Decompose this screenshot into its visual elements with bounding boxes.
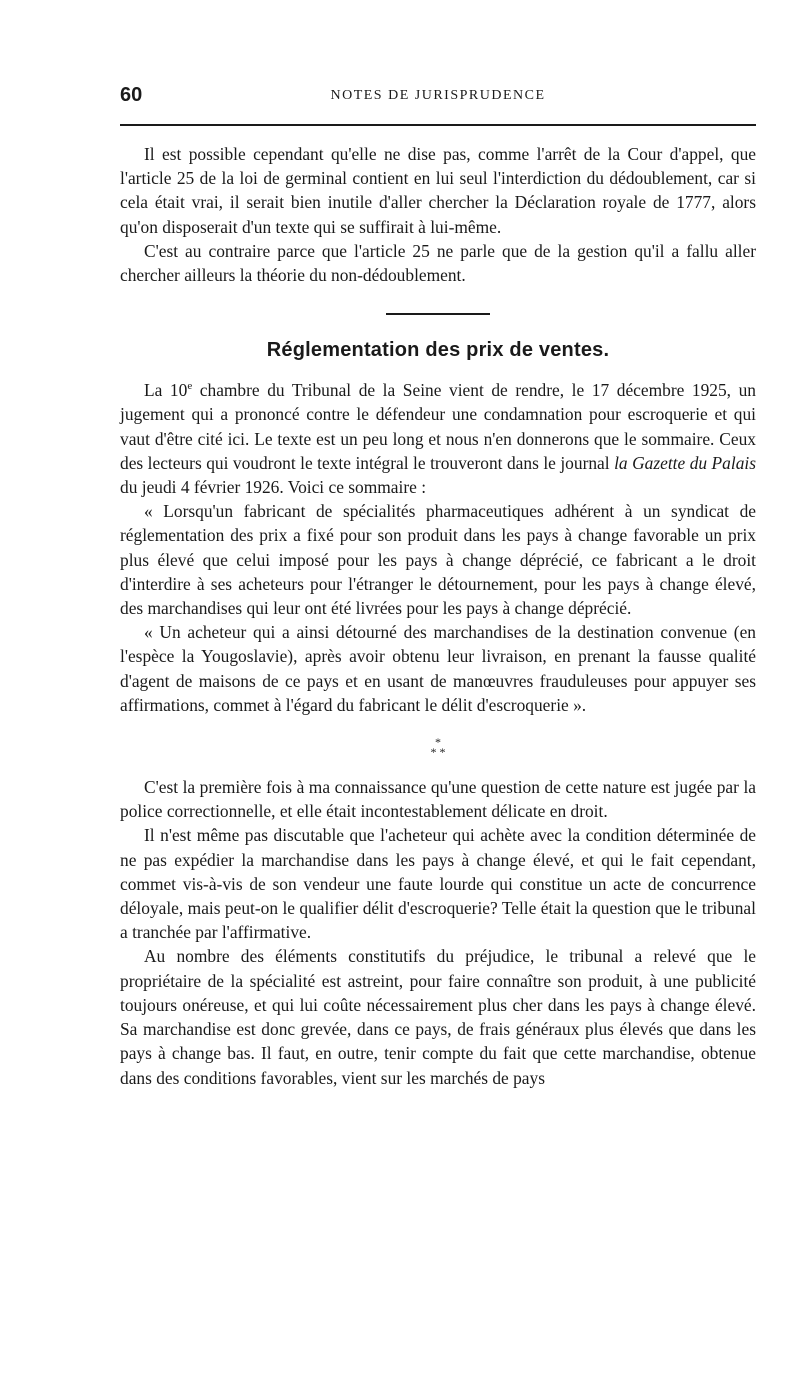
intro-text-end: du jeudi 4 février 1926. Voici ce sommaire : (120, 477, 427, 498)
page-body (120, 142, 756, 1090)
section-title: Réglementation des prix de ventes. (266, 339, 610, 362)
quote-paragraph: « Un acheteur qui a ainsi détourné des marchandises de la destination convenue (en l'espèce la Yougoslavie), après avoir obtenu leur livraison, en prenant la fausse qualité d'agent de maisons de ce pays et en usant de manœuvres frauduleuses pour appuyer ses affirmations, commet à l'égard du fabricant le délit d'escroquerie ». (120, 622, 756, 715)
intro-text-middle: chambre du Tribunal de la Seine vient de rendre, le 17 décembre 1925, un jugement qui a prononcé contre le défendeur une condamnation pour escroquerie et qui vaut d'être cité ici. Le texte est un peu long et nous n'en donnerons que le sommaire. Ceux des lecteurs qui voudront le texte intégral le trouveront dans le journal (120, 380, 756, 473)
page-header (120, 84, 756, 120)
commentary-paragraph: C'est la première fois à ma connaissance qu'une question de cette nature est jugée par la police correctionnelle, et elle était incontestablement délicate en droit. (120, 777, 756, 822)
commentary-paragraph: Au nombre des éléments constitutifs du préjudice, le tribunal a relevé que le propriétaire de la spécialité est astreint, pour faire connaître son produit, à une publicité toujours onéreuse, et qui lui coûte nécessairement plus cher dans les pays à change élevé. Sa marchandise est donc grevée, dans ce pays, de frais généraux plus élevés que dans les pays à change bas. Il faut, en outre, tenir compte du fait que cette marchandise, obtenue dans des conditions favorables, vient sur les marchés de pays (120, 946, 756, 1088)
asterism (120, 735, 756, 760)
commentary-paragraph: Il n'est même pas discutable que l'acheteur qui achète avec la condition déterminée de ne pas expédier la marchandise dans les pays à change élevé, et qui le fait cependant, commet vis-à-vis de son vendeur une faute lourde qui constitue un acte de concurrence déloyale, mais peut-on le qualifier délit d'escroquerie? Telle était la question que le tribunal a tranchée par l'affirmative. (120, 825, 756, 943)
header-rule (120, 124, 756, 126)
ordinal-superscript: e (187, 380, 193, 393)
document-page (120, 84, 756, 1088)
quote-paragraph: « Lorsqu'un fabricant de spécialités pharmaceutiques adhérent à un syndicat de réglementation des prix a fixé pour son produit dans les pays à change favorable un prix plus élevé que celui imposé pour les pays à change déprécié, ce fabricant a le droit d'interdire à ses acheteurs pour l'étranger le détournement, pour les pays à change élevé, des marchandises qui leur ont été livrées pour les pays à change déprécié. (120, 501, 756, 619)
intro-paragraph (120, 378, 756, 499)
paragraph: C'est au contraire parce que l'article 25 ne parle que de la gestion qu'il a fallu aller chercher ailleurs la théorie du non-dédoublement. (120, 240, 756, 286)
running-head: NOTES DE JURISPRUDENCE (330, 88, 546, 103)
paragraph: Il est possible cependant qu'elle ne dise pas, comme l'arrêt de la Cour d'appel, que l'article 25 de la loi de germinal contient en lui seul l'interdiction du dédoublement, car si cela était vrai, il serait bien inutile d'aller chercher la Déclaration royale de 1777, alors qu'on disposerait d'un texte qui se suffirait à lui-même. (120, 144, 756, 237)
section-divider (386, 313, 490, 315)
asterism-bottom: * * (430, 745, 446, 760)
journal-title: la Gazette du Palais (614, 452, 756, 473)
asterism-top: * (435, 735, 441, 750)
intro-text-start: La 10 (144, 380, 188, 401)
page-number: 60 (120, 84, 143, 106)
